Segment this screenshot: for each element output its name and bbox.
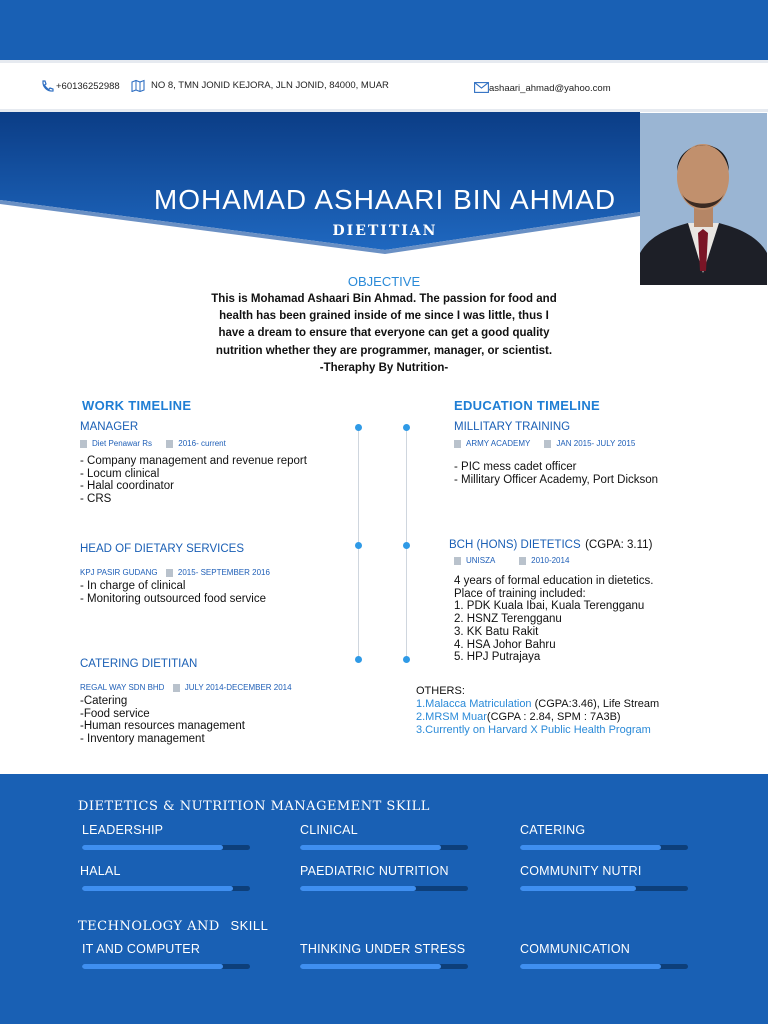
objective-line: health has been grained inside of me since I was little, thus I	[219, 310, 549, 323]
map-pin-icon	[131, 79, 146, 91]
timeline-dot	[355, 656, 362, 663]
others-item-highlight: 2.MRSM Muar	[416, 711, 487, 723]
skill-bar	[82, 964, 250, 969]
objective-text	[190, 291, 578, 377]
education-entry-title: MILLITARY TRAINING	[454, 421, 571, 433]
education-entry-items	[454, 575, 653, 664]
list-item: 1. PDK Kuala Ibai, Kuala Terengganu	[454, 600, 645, 613]
others-item-rest: (CGPA:3.46), Life Stream	[531, 698, 660, 710]
list-item: - Company management and revenue report	[80, 455, 307, 467]
list-item: 2. HSNZ Terengganu	[454, 613, 562, 626]
skill-bar-fill	[520, 886, 636, 891]
others-item	[416, 724, 651, 737]
timeline-dot	[403, 542, 410, 549]
skill-bar	[300, 964, 468, 969]
skill-bar-fill	[82, 964, 223, 969]
calendar-icon	[173, 684, 180, 692]
skill-label: LEADERSHIP	[82, 823, 164, 837]
skill-bar	[300, 886, 468, 891]
tech-skills-heading-a: TECHNOLOGY AND	[78, 919, 220, 934]
calendar-icon	[166, 440, 173, 448]
work-entry-meta	[80, 439, 226, 448]
skill-bar	[82, 886, 250, 891]
skill-label: THINKING UNDER STRESS	[300, 942, 466, 956]
phone-number[interactable]: +60136252988	[56, 81, 120, 92]
skill-label: CLINICAL	[300, 823, 358, 837]
work-entry-items	[80, 580, 266, 605]
skill-bar-fill	[520, 964, 661, 969]
job-title: DIETITIAN	[332, 223, 438, 239]
address: NO 8, TMN JONID KEJORA, JLN JONID, 84000, MUAR	[151, 80, 389, 91]
education-entry-title: BCH (HONS) DIETETICS	[449, 539, 581, 551]
building-icon	[454, 557, 461, 565]
list-item: 5. HPJ Putrajaya	[454, 651, 541, 664]
list-item: - CRS	[80, 493, 112, 506]
objective-line: This is Mohamad Ashaari Bin Ahmad. The passion for food and	[211, 293, 557, 305]
tech-skills-heading	[78, 918, 268, 934]
education-entry-meta	[454, 556, 569, 565]
work-entry-meta	[80, 568, 270, 577]
skill-label: COMMUNICATION	[520, 942, 630, 956]
others-item	[416, 711, 621, 724]
list-item: Place of training included:	[454, 587, 586, 600]
list-item: - Inventory management	[80, 733, 205, 746]
work-entry-period: 2016- current	[178, 439, 226, 448]
work-entry-org: KPJ PASIR GUDANG	[80, 568, 158, 577]
education-entry-period: JAN 2015- JULY 2015	[556, 439, 636, 448]
tech-skills-heading-b: SKILL	[230, 918, 269, 933]
work-entry-org: REGAL WAY SDN BHD	[80, 683, 165, 692]
work-timeline-heading: WORK TIMELINE	[82, 398, 192, 413]
skill-label: CATERING	[520, 823, 586, 837]
skill-label: HALAL	[80, 864, 121, 878]
work-entry-title: CATERING DIETITIAN	[80, 658, 198, 670]
skill-bar	[520, 964, 688, 969]
list-item: - Locum clinical	[80, 467, 160, 480]
calendar-icon	[166, 569, 173, 577]
timeline-dot	[403, 424, 410, 431]
work-entry-org: Diet Penawar Rs	[92, 439, 153, 448]
education-entry-org: ARMY ACADEMY	[466, 439, 531, 448]
skill-bar-fill	[300, 886, 416, 891]
list-item: - PIC mess cadet officer	[454, 461, 577, 473]
timeline-dot	[403, 656, 410, 663]
list-item: 3. KK Batu Rakit	[454, 625, 539, 638]
list-item: -Food service	[80, 707, 150, 720]
others-item-highlight: 1.Malacca Matriculation	[416, 698, 532, 710]
objective-line: nutrition whether they are programmer, manager, or scientist.	[215, 344, 553, 357]
others-item	[416, 698, 659, 711]
skill-label: COMMUNITY NUTRI	[520, 864, 642, 878]
skill-bar	[520, 886, 688, 891]
timeline-dot	[355, 424, 362, 431]
calendar-icon	[544, 440, 551, 448]
others-item-rest: (CGPA : 2.84, SPM : 7A3B)	[486, 711, 621, 723]
calendar-icon	[519, 557, 526, 565]
education-entry-heading	[449, 535, 652, 553]
work-entry-items	[80, 455, 307, 506]
list-item: -Human resources management	[80, 720, 245, 733]
list-item: 4. HSA Johor Bahru	[454, 638, 556, 651]
skill-bar-fill	[82, 886, 233, 891]
list-item: - Halal coordinator	[80, 480, 174, 493]
education-entry-org: UNISZA	[466, 556, 495, 565]
building-icon	[454, 440, 461, 448]
skill-bar-fill	[300, 845, 441, 850]
work-entry-meta	[80, 683, 292, 692]
list-item: - In charge of clinical	[80, 580, 186, 592]
top-band	[0, 0, 768, 60]
skill-bar	[300, 845, 468, 850]
skill-label: PAEDIATRIC NUTRITION	[300, 864, 449, 878]
work-entry-title: MANAGER	[80, 421, 139, 433]
work-entry-period: JULY 2014-DECEMBER 2014	[184, 683, 292, 692]
profile-photo	[640, 113, 767, 285]
others-label: OTHERS:	[416, 685, 465, 697]
list-item: - Monitoring outsourced food service	[80, 592, 267, 605]
phone-icon	[40, 80, 55, 92]
person-name: MOHAMAD ASHAARI BIN AHMAD	[153, 184, 617, 215]
skill-bar-fill	[300, 964, 441, 969]
list-item: 4 years of formal education in dietetics.	[454, 575, 654, 587]
work-entry-items	[80, 695, 245, 746]
work-entry-title: HEAD OF DIETARY SERVICES	[80, 543, 245, 555]
timeline-dot	[355, 542, 362, 549]
education-timeline-heading: EDUCATION TIMELINE	[454, 398, 600, 413]
list-item: - Millitary Officer Academy, Port Dickson	[454, 473, 659, 486]
others-item-highlight: 3.Currently on Harvard X Public Health Program	[416, 724, 651, 736]
education-entry-grade: (CGPA: 3.11)	[585, 539, 653, 551]
skill-bar-fill	[82, 845, 223, 850]
objective-line: -Theraphy By Nutrition-	[319, 361, 449, 374]
email-address[interactable]: ashaari_ahmad@yahoo.com	[489, 83, 611, 94]
skill-bar	[82, 845, 250, 850]
work-entry-period: 2015- SEPTEMBER 2016	[177, 568, 270, 577]
email-icon	[474, 82, 489, 94]
skills-heading: DIETETICS & NUTRITION MANAGEMENT SKILL	[78, 799, 430, 814]
skill-bar	[520, 845, 688, 850]
education-entry-meta	[454, 439, 635, 448]
building-icon	[80, 440, 87, 448]
objective-heading: OBJECTIVE	[347, 274, 421, 289]
education-entry-items	[454, 461, 658, 486]
list-item: -Catering	[80, 695, 128, 707]
skill-bar-fill	[520, 845, 661, 850]
education-entry-period: 2010-2014	[531, 556, 570, 565]
objective-line: have a dream to ensure that everyone can get a good quality	[218, 327, 550, 340]
skill-label: IT AND COMPUTER	[82, 942, 201, 956]
